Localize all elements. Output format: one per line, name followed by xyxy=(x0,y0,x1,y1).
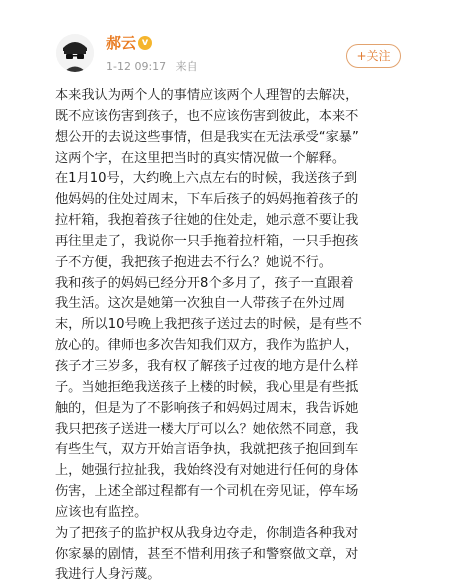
post-timestamp: 1-12 09:17 xyxy=(106,60,167,73)
body-line: 拉杆箱，我抱着孩子往她的住处走，她示意不要让我 xyxy=(55,213,359,229)
body-line: 上，她强行拉扯我，我始终没有对她进行任何的身体 xyxy=(55,463,359,479)
post-meta xyxy=(106,60,198,73)
body-line: 你家暴的剧情，甚至不惜利用孩子和警察做文章，对 xyxy=(55,546,359,562)
user-name[interactable]: 郝云 xyxy=(106,34,137,52)
follow-button[interactable]: +关注 xyxy=(346,44,401,68)
verified-icon: v xyxy=(138,36,152,50)
body-line: 子。当她拒绝我送孩子上楼的时候，我心里是有些抵 xyxy=(55,379,359,395)
body-line: 在1月10号，大约晚上六点左右的时候，我送孩子到 xyxy=(55,171,358,187)
body-line: 本来我认为两个人的事情应该两个人理智的去解决， xyxy=(55,88,359,103)
body-line: 再往里走了，我说你一只手拖着拉杆箱，一只手抱孩 xyxy=(55,233,359,249)
post-header xyxy=(0,0,459,78)
body-line: 应该也有监控。 xyxy=(55,504,148,520)
body-line: 他妈妈的住处过周末，下车后孩子的妈妈拖着孩子的 xyxy=(55,192,359,208)
body-line: 有些生气，双方开始言语争执，我就把孩子抱回到车 xyxy=(55,442,359,458)
body-line: 放心的。律师也多次告知我们双方，我作为监护人， xyxy=(55,338,359,354)
avatar[interactable] xyxy=(56,34,94,72)
post-source: 来自 xyxy=(175,60,198,73)
body-line: 我只把孩子送进一楼大厅可以么？她依然不同意，我 xyxy=(55,421,359,437)
body-line: 这两个字，在这里把当时的真实情况做一个解释。 xyxy=(55,150,346,166)
body-line: 想公开的去说这些事情，但是我实在无法承受“家暴” xyxy=(55,129,359,145)
body-line: 为了把孩子的监护权从我身边夺走，你制造各种我对 xyxy=(55,525,359,541)
body-line: 子不方便，我把孩子抱进去不行么？她说不行。 xyxy=(55,254,332,270)
body-line: 末，所以10号晚上我把孩子送过去的时候，是有些不 xyxy=(55,317,362,333)
body-line: 我和孩子的妈妈已经分开8个多月了，孩子一直跟着 xyxy=(55,275,354,291)
body-line: 孩子才三岁多，我有权了解孩子过夜的地方是什么样 xyxy=(55,358,359,374)
body-line: 我进行人身污蔑。 xyxy=(55,567,161,583)
body-line: 伤害，上述全部过程都有一个司机在旁见证，停车场 xyxy=(55,484,359,500)
body-line: 我生活。这次是她第一次独自一人带孩子在外过周 xyxy=(55,296,346,312)
body-line: 既不应该伤害到孩子，也不应该伤害到彼此，本来不 xyxy=(55,108,359,124)
avatar-image xyxy=(56,34,94,72)
post-body xyxy=(55,86,405,586)
body-line: 触的，但是为了不影响孩子和妈妈过周末，我告诉她 xyxy=(55,400,359,416)
